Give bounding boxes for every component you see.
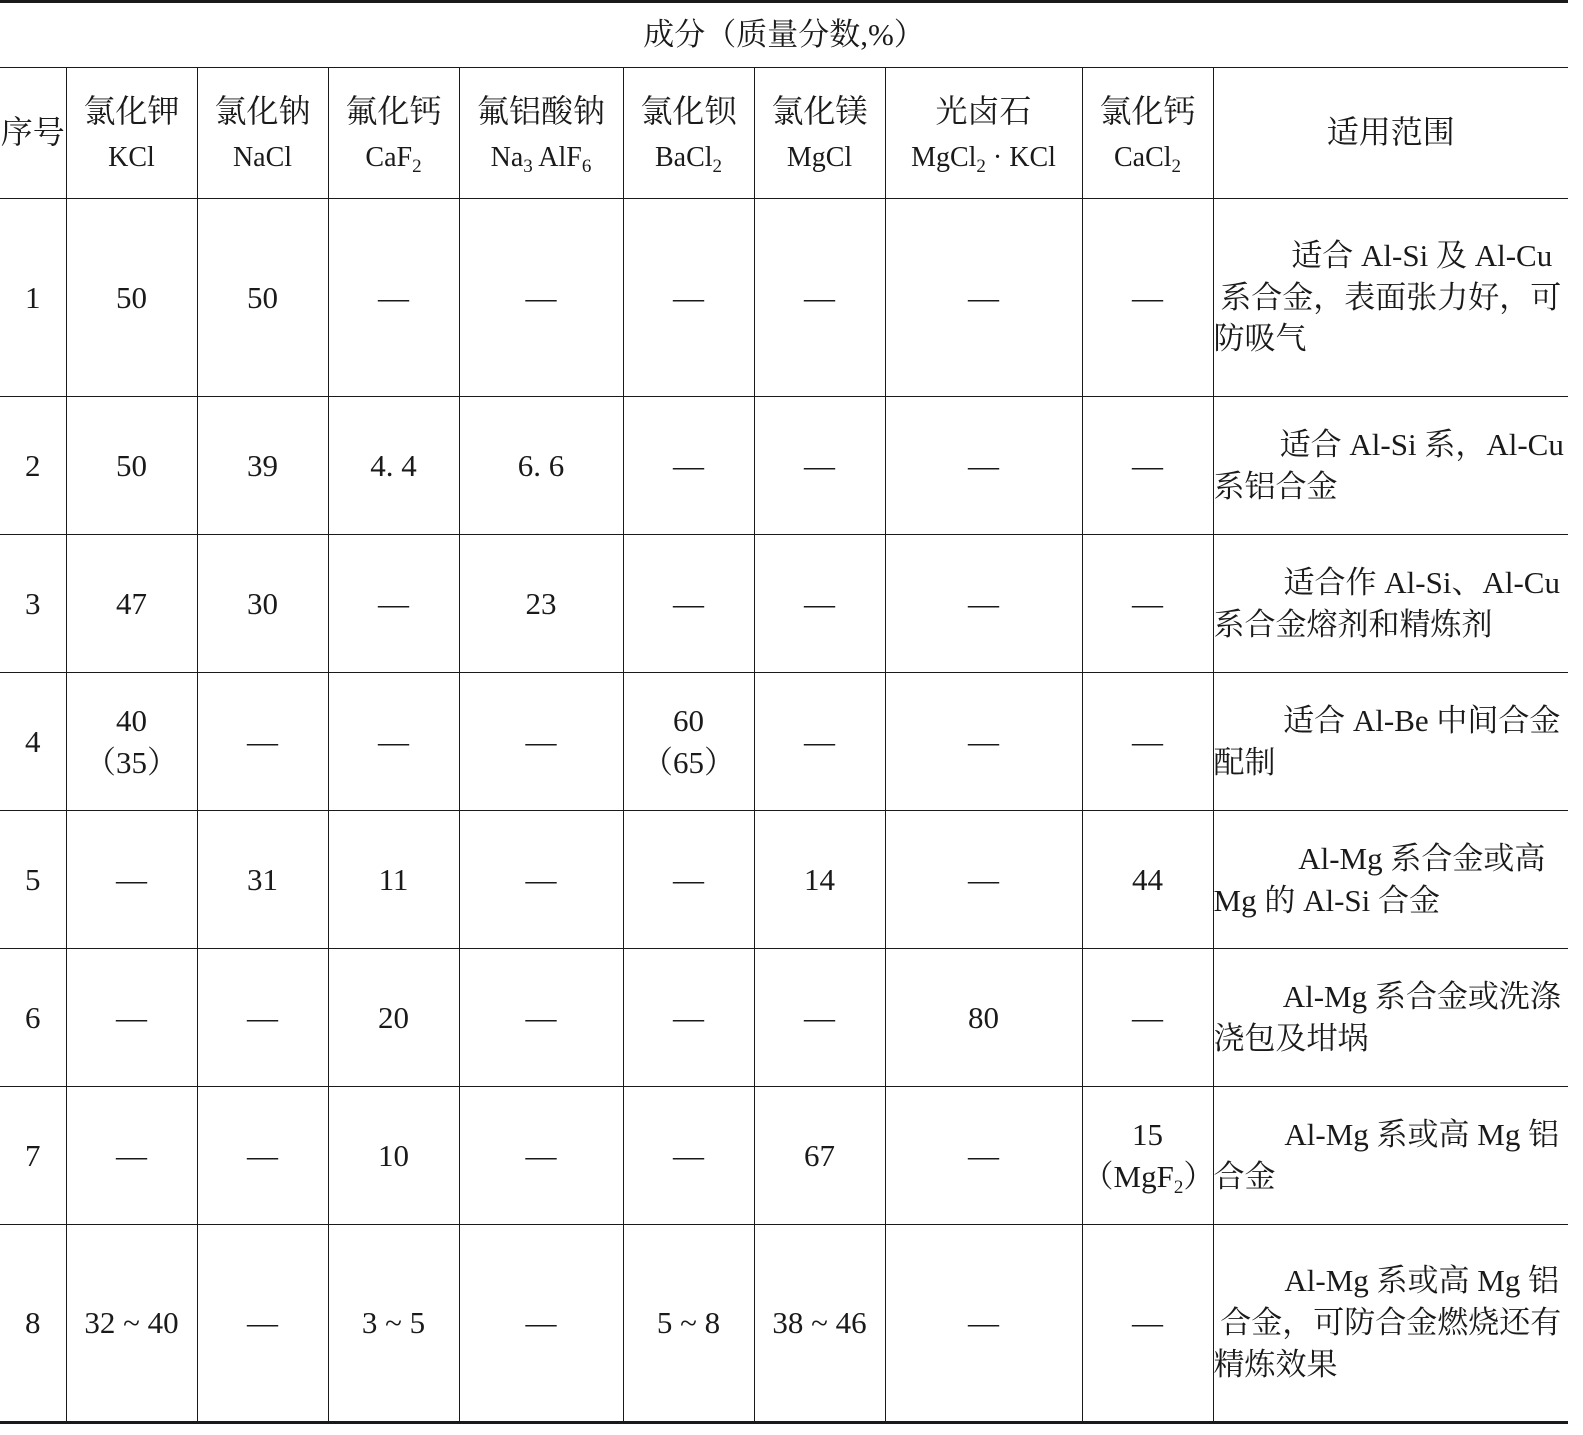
- column-header-row: [0, 68, 1568, 199]
- scope-text: 适合 Al-Si 及 Al-Cu 系合金，表面张力好，可防吸气: [1213, 237, 1562, 357]
- column-header-na3alf6: [459, 68, 623, 199]
- cell-mgcl: —: [754, 949, 885, 1087]
- group-header: 成分（质量分数,%）: [0, 2, 1568, 68]
- cell-cacl2: —: [1082, 949, 1213, 1087]
- cell-na3alf6: 23: [459, 535, 623, 673]
- column-header-mgcl: [754, 68, 885, 199]
- index-header-label: 序号: [0, 114, 65, 151]
- cell-kcl: —: [66, 1087, 197, 1225]
- cell-mgcl: —: [754, 199, 885, 397]
- cell-kcl: —: [66, 811, 197, 949]
- cell-scope: [1213, 535, 1568, 673]
- column-formula: CaF$_2$: [365, 142, 422, 178]
- cell-kcl: [66, 673, 197, 811]
- cell-scope: [1213, 1225, 1568, 1423]
- scope-header-label: 适用范围: [1326, 114, 1455, 151]
- cell-carnallite: —: [885, 811, 1082, 949]
- cell-mgcl: 67: [754, 1087, 885, 1225]
- row-index: 3: [0, 535, 66, 673]
- cell-cacl2: —: [1082, 673, 1213, 811]
- column-name: 氯化镁: [771, 92, 868, 129]
- cell-mgcl: —: [754, 535, 885, 673]
- scope-text: 适合 Al-Be 中间合金配制: [1213, 702, 1561, 780]
- row-index: 6: [0, 949, 66, 1087]
- group-header-row: [0, 2, 1568, 68]
- cell-nacl: 50: [197, 199, 328, 397]
- cell-bacl2: —: [623, 397, 754, 535]
- cell-carnallite: —: [885, 535, 1082, 673]
- cell-caf2: 4. 4: [328, 397, 459, 535]
- cell-nacl: 39: [197, 397, 328, 535]
- cell-bacl2: —: [623, 1087, 754, 1225]
- column-formula: BaCl$_2$: [654, 142, 723, 178]
- cell-cacl2: [1082, 1087, 1213, 1225]
- cell-scope: [1213, 199, 1568, 397]
- column-formula: $Na_3$ AlF$_6$: [490, 142, 592, 178]
- cell-alt-value: （MgF$_2$）: [1082, 1158, 1215, 1198]
- cell-carnallite: —: [885, 397, 1082, 535]
- cell-carnallite: —: [885, 199, 1082, 397]
- cell-alt-value: （35）: [85, 744, 178, 780]
- cell-caf2: 3 ~ 5: [328, 1225, 459, 1423]
- scope-text: Al-Mg 系或高 Mg 铝合金，可防合金燃烧还有精炼效果: [1213, 1263, 1562, 1382]
- cell-mgcl: 14: [754, 811, 885, 949]
- cell-carnallite: —: [885, 1087, 1082, 1225]
- cell-na3alf6: —: [459, 199, 623, 397]
- cell-bacl2: —: [623, 949, 754, 1087]
- cell-cacl2: —: [1082, 535, 1213, 673]
- column-name: 氯化钙: [1099, 92, 1196, 129]
- cell-nacl: 30: [197, 535, 328, 673]
- cell-caf2: —: [328, 535, 459, 673]
- cell-value: 15: [1132, 1116, 1163, 1152]
- scope-text: 适合 Al-Si 系，Al-Cu 系铝合金: [1213, 426, 1564, 504]
- cell-mgcl: —: [754, 673, 885, 811]
- column-formula: NaCl: [232, 142, 293, 174]
- row-index: 2: [0, 397, 66, 535]
- row-index: 8: [0, 1225, 66, 1423]
- cell-caf2: —: [328, 673, 459, 811]
- cell-nacl: —: [197, 949, 328, 1087]
- column-name: 氯化钡: [640, 92, 737, 129]
- cell-scope: [1213, 397, 1568, 535]
- table-row: [0, 1225, 1568, 1423]
- cell-mgcl: —: [754, 397, 885, 535]
- cell-scope: [1213, 1087, 1568, 1225]
- cell-na3alf6: —: [459, 1225, 623, 1423]
- cell-bacl2: —: [623, 811, 754, 949]
- cell-caf2: 11: [328, 811, 459, 949]
- cell-na3alf6: —: [459, 1087, 623, 1225]
- index-header: [0, 68, 66, 199]
- cell-na3alf6: 6. 6: [459, 397, 623, 535]
- column-name: 氯化钾: [83, 92, 180, 129]
- column-header-carnallite: [885, 68, 1082, 199]
- cell-cacl2: 44: [1082, 811, 1213, 949]
- cell-scope: [1213, 811, 1568, 949]
- row-index: 4: [0, 673, 66, 811]
- scope-header: [1213, 68, 1568, 199]
- column-header-kcl: [66, 68, 197, 199]
- table-row: [0, 949, 1568, 1087]
- column-header-caf2: [328, 68, 459, 199]
- table-row: [0, 811, 1568, 949]
- cell-mgcl: 38 ~ 46: [754, 1225, 885, 1423]
- cell-kcl: 47: [66, 535, 197, 673]
- column-formula: CaCl$_2$: [1113, 142, 1182, 178]
- scope-text: 适合作 Al-Si、Al-Cu 系合金熔剂和精炼剂: [1213, 564, 1560, 642]
- cell-caf2: —: [328, 199, 459, 397]
- table-row: [0, 1087, 1568, 1225]
- scope-text: Al-Mg 系合金或高 Mg 的 Al-Si 合金: [1213, 840, 1546, 918]
- cell-kcl: 50: [66, 199, 197, 397]
- cell-bacl2: [623, 673, 754, 811]
- cell-alt-value: （65）: [642, 744, 735, 780]
- cell-value: 60: [673, 702, 704, 738]
- cell-na3alf6: —: [459, 949, 623, 1087]
- cell-na3alf6: —: [459, 811, 623, 949]
- column-header-nacl: [197, 68, 328, 199]
- cell-nacl: 31: [197, 811, 328, 949]
- table-row: [0, 673, 1568, 811]
- cell-value: 40: [116, 702, 147, 738]
- row-index: 7: [0, 1087, 66, 1225]
- cell-kcl: —: [66, 949, 197, 1087]
- column-name: 光卤石: [935, 92, 1032, 129]
- cell-bacl2: —: [623, 535, 754, 673]
- cell-caf2: 10: [328, 1087, 459, 1225]
- cell-kcl: 32 ~ 40: [66, 1225, 197, 1423]
- cell-caf2: 20: [328, 949, 459, 1087]
- column-name: 氟铝酸钠: [476, 92, 605, 129]
- cell-bacl2: 5 ~ 8: [623, 1225, 754, 1423]
- column-header-cacl2: [1082, 68, 1213, 199]
- column-formula: MgCl: [786, 142, 853, 174]
- cell-carnallite: —: [885, 673, 1082, 811]
- column-name: 氯化钠: [214, 92, 311, 129]
- table-row: [0, 199, 1568, 397]
- scope-text: Al-Mg 系合金或洗涤浇包及坩埚: [1213, 978, 1561, 1056]
- cell-scope: [1213, 949, 1568, 1087]
- row-index: 5: [0, 811, 66, 949]
- cell-nacl: —: [197, 673, 328, 811]
- cell-carnallite: 80: [885, 949, 1082, 1087]
- cell-kcl: 50: [66, 397, 197, 535]
- column-formula: KCl: [108, 142, 155, 174]
- cell-nacl: —: [197, 1087, 328, 1225]
- cell-carnallite: —: [885, 1225, 1082, 1423]
- cell-bacl2: —: [623, 199, 754, 397]
- scope-text: Al-Mg 系或高 Mg 铝合金: [1213, 1116, 1560, 1194]
- cell-cacl2: —: [1082, 199, 1213, 397]
- row-index: 1: [0, 199, 66, 397]
- cell-scope: [1213, 673, 1568, 811]
- cell-na3alf6: —: [459, 673, 623, 811]
- table-row: [0, 397, 1568, 535]
- cell-nacl: —: [197, 1225, 328, 1423]
- column-formula: MgCl$_2$ · KCl: [911, 142, 1056, 178]
- cell-cacl2: —: [1082, 1225, 1213, 1423]
- table-row: [0, 535, 1568, 673]
- column-header-bacl2: [623, 68, 754, 199]
- cell-cacl2: —: [1082, 397, 1213, 535]
- column-name: 氟化钙: [345, 92, 442, 129]
